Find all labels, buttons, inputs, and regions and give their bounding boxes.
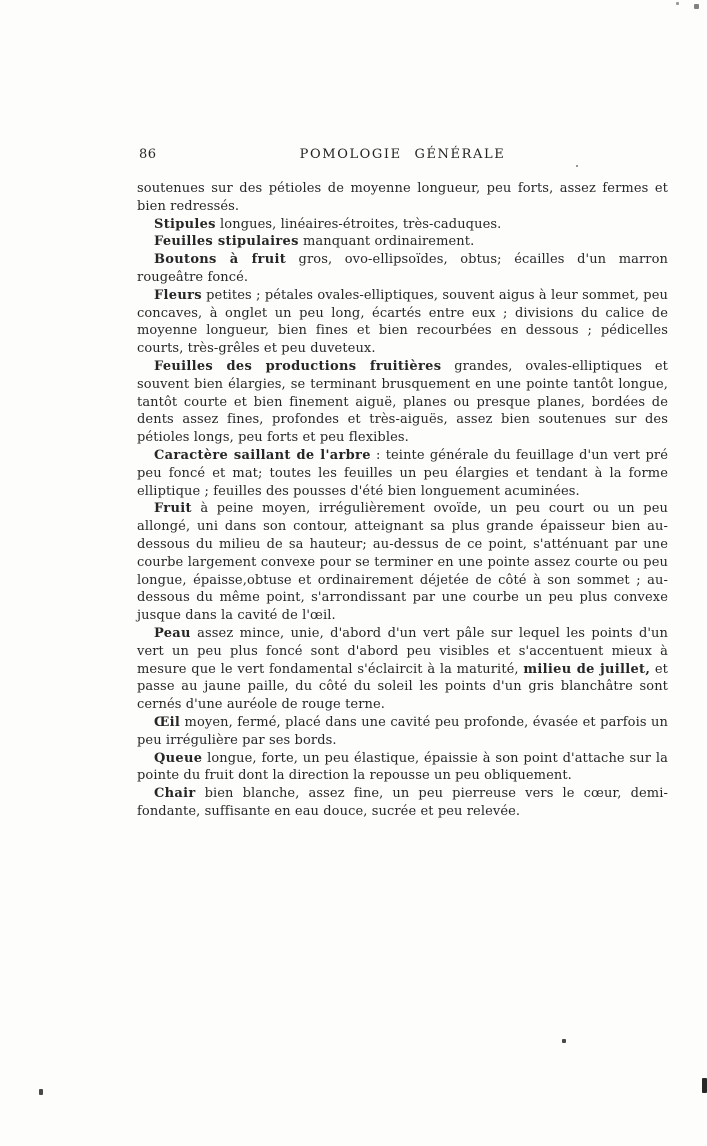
paragraph-lead: Stipules [154, 216, 216, 232]
scan-artifact [562, 1039, 566, 1043]
running-title: POMOLOGIE GÉNÉRALE [299, 147, 506, 162]
paragraph-text: soutenues sur des pétioles de moyenne longueur, peu forts, assez fermes et bien redressés. [137, 181, 668, 214]
paragraph [137, 785, 668, 821]
scan-artifact [676, 2, 679, 5]
text-block [137, 147, 668, 821]
page-header [137, 147, 668, 165]
paragraph-text: manquant ordinairement. [298, 234, 475, 250]
paragraph-lead: Feuilles stipulaires [154, 234, 299, 250]
paragraph [137, 287, 668, 358]
paragraph-text: assez mince, unie, d'abord d'un vert pâle sur lequel les points d'un vert un peu plus foncé sont d'abord peu visibles et s'accentuent mieux à mesure que le vert fondamental s'éclaircit à la maturité, [137, 625, 668, 677]
paragraph-text: : teinte générale du feuillage d'un vert pré peu foncé et mat; toutes les feuilles un peu élargies et tendant à la forme elliptique ; feuilles des pousses d'été bien longuement acuminées. [137, 447, 668, 499]
page-body [137, 180, 668, 821]
paragraph-text: longue, forte, un peu élastique, épaissie à son point d'attache sur la pointe du fruit dont la direction la repousse un peu obliquement. [137, 750, 668, 784]
paragraph-lead: Boutons à fruit [154, 252, 286, 268]
paragraph-lead: Chair [154, 786, 196, 802]
paragraph-text: et passe au jaune paille, du côté du soleil les points d'un gris blanchâtre sont cernés d'une auréole de rouge terne. [137, 661, 668, 713]
paragraph-lead: Œil [154, 714, 181, 730]
paragraph [137, 714, 668, 750]
paragraph-lead: milieu de juillet, [523, 661, 651, 677]
paragraph-lead: Fleurs [154, 287, 202, 303]
paragraph [137, 750, 668, 786]
paragraph [137, 216, 668, 234]
paragraph [137, 625, 668, 714]
paragraph-lead: Queue [154, 750, 203, 766]
scan-artifact [576, 165, 578, 167]
paragraph [137, 447, 668, 500]
paragraph-text: petites ; pétales ovales-elliptiques, souvent aigus à leur sommet, peu concaves, à onglet un peu long, écartés entre eux ; divisions du calice de moyenne longueur, bien fines et bien recourbées en dessous ; pédicelles courts, très-grêles et peu duveteux. [137, 287, 668, 357]
paragraph [137, 233, 668, 251]
paragraph-lead: Peau [154, 625, 191, 641]
paragraph-text: longues, linéaires-étroites, très-caduques. [215, 216, 502, 232]
paragraph-lead: Fruit [154, 501, 192, 517]
paragraph [137, 358, 668, 447]
paragraph-lead: Caractère saillant de l'arbre [154, 447, 371, 463]
page-number: 86 [139, 147, 157, 162]
scan-artifact [39, 1089, 43, 1095]
paragraph [137, 251, 668, 287]
paragraph [137, 180, 668, 216]
paragraph [137, 500, 668, 625]
paragraph-text: moyen, fermé, placé dans une cavité peu profonde, évasée et parfois un peu irrégulière par ses bords. [137, 714, 668, 748]
paragraph-lead: Feuilles des productions fruitières [154, 358, 442, 374]
paragraph-text: bien blanche, assez fine, un peu pierreuse vers le cœur, demi-fondante, suffisante en eau douce, sucrée et peu relevée. [137, 786, 668, 819]
paragraph-text: à peine moyen, irrégulièrement ovoïde, un peu court ou un peu allongé, uni dans son contour, atteignant sa plus grande épaisseur bien au-dessous du milieu de sa hauteur; au-dessus de ce point, s'atténuant par une courbe largement convexe pour se terminer en une pointe assez courte ou peu longue, épaisse,obtuse et ordinairement déjetée de côté à son sommet ; au-dessous du même point, s'arrondissant par une courbe un peu plus convexe jusque dans la cavité de l'œil. [137, 501, 668, 624]
paragraph-text: gros, ovo-ellipsoïdes, obtus; écailles d'un marron rougeâtre foncé. [137, 252, 668, 285]
paragraph-text: grandes, ovales-elliptiques et souvent bien élargies, se terminant brusquement en une pointe tantôt longue, tantôt courte et bien finement aiguë, planes ou presque planes, bordées de dents assez fines, profondes et très-aiguës, assez bien soutenues sur des pétioles longs, peu forts et peu flexibles. [137, 358, 668, 446]
scan-artifact [702, 1078, 707, 1093]
scan-artifact [694, 4, 699, 9]
